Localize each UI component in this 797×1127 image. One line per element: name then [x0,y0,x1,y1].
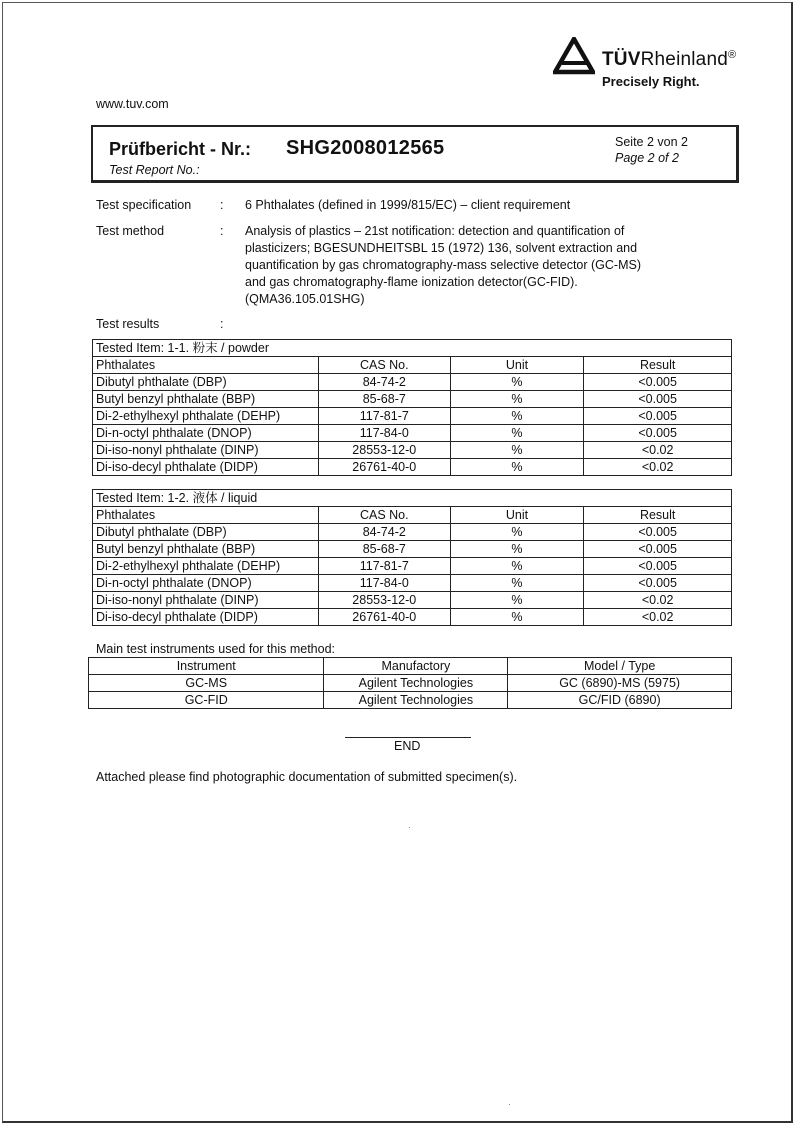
phthalate-name: Di-iso-decyl phthalate (DIDP) [93,609,319,626]
page-indicator-en: Page 2 of 2 [615,151,679,165]
result-value: <0.02 [584,442,732,459]
result-value: <0.02 [584,459,732,476]
cas-number: 117-84-0 [318,575,450,592]
phthalate-name: Di-n-octyl phthalate (DNOP) [93,425,319,442]
colon: : [220,198,224,212]
phthalate-name: Di-n-octyl phthalate (DNOP) [93,575,319,592]
phthalate-name: Di-iso-decyl phthalate (DIDP) [93,459,319,476]
triangle-logo-icon [553,37,595,75]
tuv-logo [551,33,751,93]
test-method-line: (QMA36.105.01SHG) [245,292,365,306]
test-specification-value: 6 Phthalates (defined in 1999/815/EC) – client requirement [245,198,571,212]
column-header: CAS No. [318,357,450,374]
cas-number: 26761-40-0 [318,459,450,476]
phthalate-name: Butyl benzyl phthalate (BBP) [93,541,319,558]
table-row [93,374,732,391]
column-header: Unit [450,357,584,374]
table-row [93,592,732,609]
test-method-line: quantification by gas chromatography-mass selective detector (GC-MS) [245,258,641,272]
unit: % [450,524,584,541]
test-method-line: and gas chromatography-flame ionization detector(GC-FID). [245,275,578,289]
table-header-row [93,507,732,524]
table-row [93,425,732,442]
cas-number: 117-81-7 [318,558,450,575]
logo-brand-light: Rheinland [640,49,728,70]
tested-item-caption: Tested Item: 1-1. 粉末 / powder [93,340,732,357]
result-value: <0.005 [584,524,732,541]
cas-number: 85-68-7 [318,391,450,408]
phthalate-name: Di-2-ethylhexyl phthalate (DEHP) [93,408,319,425]
instrument-name: GC-FID [89,692,324,709]
cas-number: 28553-12-0 [318,442,450,459]
instruments-table [88,657,732,709]
cas-number: 84-74-2 [318,374,450,391]
unit: % [450,374,584,391]
result-value: <0.02 [584,592,732,609]
phthalate-name: Dibutyl phthalate (DBP) [93,374,319,391]
test-method-line: plasticizers; BGESUNDHEITSBL 15 (1972) 136, solvent extraction and [245,241,638,255]
instruments-title: Main test instruments used for this method: [96,642,335,656]
unit: % [450,425,584,442]
column-header: Instrument [89,658,324,675]
test-specification-label: Test specification [96,198,192,212]
test-results-label: Test results [96,317,160,331]
phthalate-name: Di-2-ethylhexyl phthalate (DEHP) [93,558,319,575]
unit: % [450,541,584,558]
column-header: Phthalates [93,507,319,524]
phthalate-name: Di-iso-nonyl phthalate (DINP) [93,442,319,459]
unit: % [450,442,584,459]
manufacturer: Agilent Technologies [324,692,508,709]
result-value: <0.005 [584,541,732,558]
table-row [89,692,732,709]
results-table-powder [92,339,732,476]
unit: % [450,592,584,609]
table-row [93,609,732,626]
tested-item-caption: Tested Item: 1-2. 液体 / liquid [93,490,732,507]
unit: % [450,408,584,425]
table-row [93,541,732,558]
report-page [2,2,793,1123]
table-row [93,391,732,408]
manufacturer: Agilent Technologies [324,675,508,692]
cas-number: 26761-40-0 [318,609,450,626]
cas-number: 85-68-7 [318,541,450,558]
report-number: SHG2008012565 [286,137,445,159]
test-method-label: Test method [96,224,165,238]
table-row [93,459,732,476]
cas-number: 84-74-2 [318,524,450,541]
column-header: Manufactory [324,658,508,675]
table-row [93,524,732,541]
result-value: <0.02 [584,609,732,626]
unit: % [450,459,584,476]
result-value: <0.005 [584,391,732,408]
scan-speck [409,827,410,828]
cas-number: 117-84-0 [318,425,450,442]
column-header: Model / Type [508,658,732,675]
table-header-row [93,357,732,374]
scan-speck [509,1104,510,1105]
result-value: <0.005 [584,408,732,425]
end-label: END [394,739,421,753]
table-row [93,442,732,459]
unit: % [450,575,584,592]
model-type: GC (6890)-MS (5975) [508,675,732,692]
test-method-value [245,223,641,308]
table-row [93,408,732,425]
instrument-name: GC-MS [89,675,324,692]
logo-registered-mark: ® [727,49,737,61]
report-subtitle: Test Report No.: [109,163,200,177]
logo-brand [602,49,736,71]
table-row [93,558,732,575]
unit: % [450,609,584,626]
unit: % [450,391,584,408]
cas-number: 28553-12-0 [318,592,450,609]
column-header: Phthalates [93,357,319,374]
phthalate-name: Dibutyl phthalate (DBP) [93,524,319,541]
result-value: <0.005 [584,374,732,391]
report-header-box [91,125,739,183]
logo-tagline: Precisely Right. [602,74,700,89]
website-url: www.tuv.com [96,97,169,111]
table-row [93,575,732,592]
cas-number: 117-81-7 [318,408,450,425]
phthalate-name: Butyl benzyl phthalate (BBP) [93,391,319,408]
unit: % [450,558,584,575]
page-indicator-de: Seite 2 von 2 [615,135,688,149]
table-header-row [89,658,732,675]
end-divider [345,737,471,738]
column-header: CAS No. [318,507,450,524]
test-method-line: Analysis of plastics – 21st notification: detection and quantification of [245,224,625,238]
model-type: GC/FID (6890) [508,692,732,709]
colon: : [220,224,224,238]
report-title: Prüfbericht - Nr.: [109,139,252,159]
result-value: <0.005 [584,575,732,592]
table-row [89,675,732,692]
result-value: <0.005 [584,425,732,442]
phthalate-name: Di-iso-nonyl phthalate (DINP) [93,592,319,609]
result-value: <0.005 [584,558,732,575]
logo-brand-bold: TÜV [602,49,641,70]
column-header: Unit [450,507,584,524]
attached-note: Attached please find photographic documentation of submitted specimen(s). [96,770,518,784]
colon: : [220,317,224,331]
column-header: Result [584,357,732,374]
results-table-liquid [92,489,732,626]
column-header: Result [584,507,732,524]
